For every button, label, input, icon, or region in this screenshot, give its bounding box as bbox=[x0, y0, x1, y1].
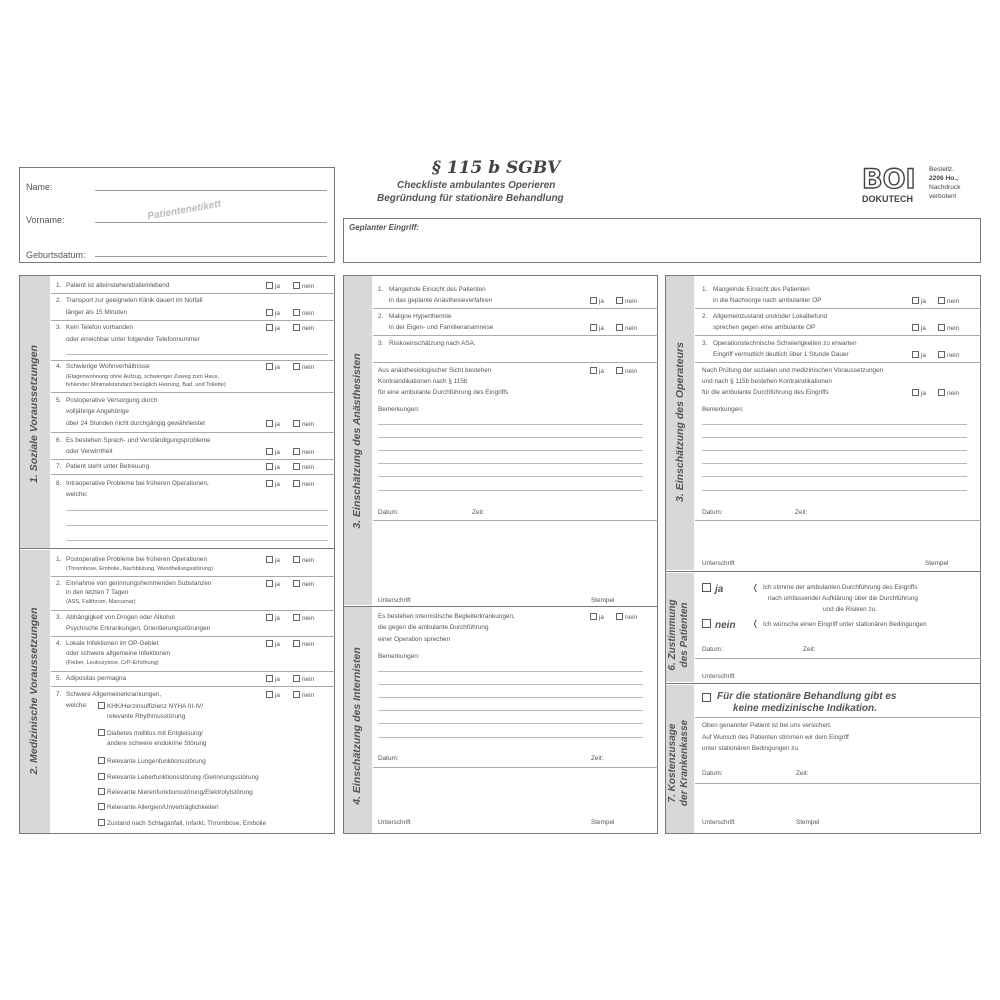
s2-sep bbox=[51, 610, 335, 611]
s3-sep bbox=[373, 362, 658, 363]
s3b-write-line bbox=[702, 490, 967, 491]
s4-stempel: Stempel bbox=[591, 819, 615, 826]
sec7-label-2: der Krankenkasse bbox=[679, 719, 690, 807]
eingriff-box bbox=[343, 218, 981, 263]
sec6-ja-checkbox[interactable] bbox=[702, 583, 711, 592]
s3-zeit: Zeit: bbox=[472, 509, 485, 516]
s1-i2-ja[interactable]: ja bbox=[266, 309, 280, 317]
s2-i1b: (Thrombose, Embolie, Nachblutung, Wundheilungsstörung) bbox=[66, 566, 213, 572]
s1-num: 7. bbox=[56, 463, 62, 470]
sec3b-sec6-divider bbox=[665, 571, 981, 572]
sec7-t1: Oben genannter Patient ist bei uns versichert. bbox=[702, 722, 832, 729]
s2-i4b: oder schwere allgemeine Infektionen bbox=[66, 650, 171, 657]
s2-i5: Adipositas permagna bbox=[66, 675, 127, 682]
s3-write-line bbox=[378, 490, 643, 491]
dokutech-name: DOKUTECH bbox=[862, 194, 913, 204]
s3-write-line bbox=[378, 463, 643, 464]
s3b-i1b: in die Nachsorge nach ambulanter OP bbox=[713, 297, 822, 304]
s3b-stempel: Stempel bbox=[925, 560, 949, 567]
s1-sep bbox=[51, 459, 335, 460]
s2-i2c: (ASS, Falithrom, Marcumar) bbox=[66, 599, 136, 605]
s1-i4c: fehlender Minimalstandard bezüglich Heizung, Bad, und Toilette) bbox=[66, 382, 226, 388]
s2-num: 7. bbox=[56, 691, 62, 698]
sec6-ja-option[interactable]: ja bbox=[702, 583, 723, 595]
s3b-write-line bbox=[702, 424, 967, 425]
s4-write-line bbox=[378, 697, 643, 698]
s2-i2-ja[interactable]: ja bbox=[266, 580, 280, 588]
s1-i6b: oder Verwirrtheit bbox=[66, 448, 113, 455]
s3b-sep bbox=[695, 362, 981, 363]
s1-i3b: oder erreichbar unter folgender Telefonnummer bbox=[66, 336, 200, 343]
sec2-label: 2. Medizinische Voraussetzungen bbox=[28, 607, 40, 775]
s3-unterschrift: Unterschrift bbox=[378, 597, 411, 604]
sec7-head-2: keine medizinische Indikation. bbox=[733, 703, 877, 714]
s1-i1-ja[interactable]: ja bbox=[266, 282, 280, 290]
s3b-i1a: Mangelnde Einsicht des Patienten bbox=[713, 286, 810, 293]
s1-sep bbox=[51, 392, 335, 393]
s3-num: 3. bbox=[378, 340, 384, 347]
s1-i1-nein[interactable]: nein bbox=[293, 282, 314, 290]
sec3-label: 3. Einschätzung des Anästhesisten bbox=[351, 353, 363, 529]
s3b-i1-ja[interactable]: ja bbox=[912, 297, 926, 305]
s1-sep bbox=[51, 293, 335, 294]
s2-i3b: Psychische Erkrankungen, Orientierungsstörungen bbox=[66, 625, 211, 632]
s4-sep bbox=[373, 767, 658, 768]
s2-i3-nein[interactable]: nein bbox=[293, 614, 314, 622]
column-2 bbox=[343, 275, 658, 834]
s3b-unterschrift: Unterschrift bbox=[702, 560, 735, 567]
form-subtitle-1: Checkliste ambulantes Operieren bbox=[397, 180, 556, 191]
s1-i3-nein[interactable]: nein bbox=[293, 324, 314, 332]
s4-write-line bbox=[378, 684, 643, 685]
s3b-i4a: Nach Prüfung der sozialen und medizinischen Voraussetzungen bbox=[702, 367, 884, 374]
s3-i4-ja[interactable]: ja bbox=[590, 367, 604, 375]
s3b-zeit: Zeit: bbox=[795, 509, 808, 516]
sec7-datum: Datum: bbox=[702, 770, 723, 777]
s3b-num: 3. bbox=[702, 340, 708, 347]
s4-write-line bbox=[378, 710, 643, 711]
s3-stempel: Stempel bbox=[591, 597, 615, 604]
s1-i3a: Kein Telefon vorhanden bbox=[66, 324, 134, 331]
s1-i5b: volljährige Angehörige bbox=[66, 408, 129, 415]
s2-i6-nein[interactable]: nein bbox=[293, 691, 314, 699]
s3-i1-ja[interactable]: ja bbox=[590, 297, 604, 305]
s1-i8-ja[interactable]: ja bbox=[266, 480, 280, 488]
s2-num: 4. bbox=[56, 640, 62, 647]
s1-i6-ja[interactable]: ja bbox=[266, 448, 280, 456]
s2-sub6-check[interactable]: Relevante Allergien/Unverträglichkeiten bbox=[98, 803, 219, 811]
s3-i1-nein[interactable]: nein bbox=[616, 297, 637, 305]
sec6-t2: Ich wünsche einen Eingriff unter stationären Bedingungen bbox=[763, 621, 927, 628]
s3b-i2a: Allgemeinzustand und/oder Lokalbefund bbox=[713, 313, 828, 320]
s1-i4-nein[interactable]: nein bbox=[293, 363, 314, 371]
s3-i4c: für eine ambulante Durchführung des Eingriffs bbox=[378, 389, 509, 396]
s1-num: 5. bbox=[56, 397, 62, 404]
s2-i4a: Lokale Infektionen im OP-Gebiet bbox=[66, 640, 159, 647]
s2-sep bbox=[51, 686, 335, 687]
s1-i4a: Schwierige Wohnverhältnisse bbox=[66, 363, 150, 370]
geburtsdatum-line bbox=[95, 256, 327, 257]
s2-i2-nein[interactable]: nein bbox=[293, 580, 314, 588]
sec7-t2: Auf Wunsch des Patienten stimmen wir dem Eingriff bbox=[702, 734, 849, 741]
s3-i2a: Maligne Hyperthermie bbox=[389, 313, 452, 320]
s3-sep bbox=[373, 308, 658, 309]
sec6-label bbox=[667, 580, 693, 690]
s1-i7-nein[interactable]: nein bbox=[293, 463, 314, 471]
order-note-1: Bestellz. bbox=[929, 166, 954, 173]
phone-line bbox=[66, 354, 328, 355]
s2-i3-ja[interactable]: ja bbox=[266, 614, 280, 622]
sec6-t1c: und die Risiken zu. bbox=[823, 606, 877, 613]
order-note-2: 2206 Ho., bbox=[929, 175, 958, 182]
s1-i4b: (Etagenwohnung ohne Aufzug, schwieriger Zuweg zum Haus, bbox=[66, 374, 219, 380]
boi-logo bbox=[862, 164, 924, 194]
s3b-num: 2. bbox=[702, 313, 708, 320]
s3b-i2-nein[interactable]: nein bbox=[938, 324, 959, 332]
sec6-unterschrift: Unterschrift bbox=[702, 673, 735, 680]
s2-sep bbox=[51, 636, 335, 637]
boi-logo-text: BOI bbox=[862, 164, 916, 194]
s1-i5a: Postoperative Versorgung durch bbox=[66, 397, 158, 404]
sec7-label-1: 7. Kostenzusage bbox=[667, 723, 678, 803]
sec6-zeit: Zeit: bbox=[803, 646, 816, 653]
s1-num: 6. bbox=[56, 437, 62, 444]
s3b-i3-ja[interactable]: ja bbox=[912, 351, 926, 359]
s1-i8a: Intraoperative Probleme bei früheren Operationen, bbox=[66, 480, 209, 487]
s3b-i1-nein[interactable]: nein bbox=[938, 297, 959, 305]
boi-logo-mark bbox=[862, 164, 924, 194]
s3b-sep bbox=[695, 308, 981, 309]
s3b-i3-nein[interactable]: nein bbox=[938, 351, 959, 359]
s3-bemerkungen: Bemerkungen: bbox=[378, 406, 420, 413]
s3b-i3b: Eingriff vermutlich deutlich über 1 Stunde Dauer bbox=[713, 351, 849, 358]
s3-i4-nein[interactable]: nein bbox=[616, 367, 637, 375]
s1-i5c: über 24 Stunden nicht durchgängig gewährleistet bbox=[66, 420, 205, 427]
s2-i4-ja[interactable]: ja bbox=[266, 640, 280, 648]
s1-num: 3. bbox=[56, 324, 62, 331]
s1-i7-ja[interactable]: ja bbox=[266, 463, 280, 471]
order-note-4: verboten! bbox=[929, 193, 957, 200]
s3-num: 2. bbox=[378, 313, 384, 320]
s1-sep bbox=[51, 474, 335, 475]
sec7-t3: unter stationären Bedingungen zu. bbox=[702, 745, 800, 752]
s3-write-line bbox=[378, 476, 643, 477]
sec7-sep bbox=[695, 783, 981, 784]
sec6-datum: Datum: bbox=[702, 646, 723, 653]
s2-i1-ja[interactable]: ja bbox=[266, 556, 280, 564]
s2-sub7-check[interactable]: Zustand nach Schlaganfall, Infarkt, Thrombose, Embolie bbox=[98, 819, 266, 827]
s3b-i4-nein[interactable]: nein bbox=[938, 389, 959, 397]
s2-sub5-check[interactable]: Relevante Nierenfunktionsstörung/Elektrolytstörung bbox=[98, 788, 253, 796]
s3b-write-line bbox=[702, 437, 967, 438]
s2-i5-ja[interactable]: ja bbox=[266, 675, 280, 683]
s1-i2-nein[interactable]: nein bbox=[293, 309, 314, 317]
s1-num: 1. bbox=[56, 282, 62, 289]
s3-i1b: in das geplante Anästhesieverfahren bbox=[389, 297, 493, 304]
s2-i6b: welche: bbox=[66, 702, 88, 709]
s3-num: 1. bbox=[378, 286, 384, 293]
s2-num: 1. bbox=[56, 556, 62, 563]
s1-i7: Patient steht unter Betreuung bbox=[66, 463, 150, 470]
sec6-sep bbox=[695, 658, 981, 659]
s2-i5-nein[interactable]: nein bbox=[293, 675, 314, 683]
s1-i5-ja[interactable]: ja bbox=[266, 420, 280, 428]
s3b-i2-ja[interactable]: ja bbox=[912, 324, 926, 332]
s2-num: 3. bbox=[56, 614, 62, 621]
sec6-nein-arrow: ❬ bbox=[752, 619, 759, 628]
s1-sep bbox=[51, 360, 335, 361]
s4-i1-nein[interactable]: nein bbox=[616, 613, 637, 621]
s3b-i4b: und nach § 115b bestehen Kontraindikationen bbox=[702, 378, 832, 385]
s1-i2b: länger als 15 Minuten bbox=[66, 309, 128, 316]
s3b-datum: Datum: bbox=[702, 509, 723, 516]
s2-i1-nein[interactable]: nein bbox=[293, 556, 314, 564]
s3-i4a: Aus anästhesiologischer Sicht bestehen bbox=[378, 367, 492, 374]
sec4-label: 4. Einschätzung des Internisten bbox=[351, 647, 363, 805]
s4-write-line bbox=[378, 737, 643, 738]
sec3b-label: 3. Einschätzung des Operateurs bbox=[674, 342, 686, 502]
s1-i8-nein[interactable]: nein bbox=[293, 480, 314, 488]
s2-sub1-check[interactable]: KHK/Herzinsuffizienz NYHA III-IV/ bbox=[98, 702, 203, 710]
s3-datum: Datum: bbox=[378, 509, 399, 516]
s1-write-line bbox=[66, 510, 328, 511]
s3-write-line bbox=[378, 450, 643, 451]
s4-i1-ja[interactable]: ja bbox=[590, 613, 604, 621]
s1-i6a: Es bestehen Sprach- und Verständigungsprobleme bbox=[66, 437, 211, 444]
s1-i2a: Transport zur geeigneten Klinik dauert im Notfall bbox=[66, 297, 203, 304]
sec6-label-1: 6. Zustimmung bbox=[667, 599, 678, 671]
s3-i3: Risikoeinschätzung nach ASA: bbox=[389, 340, 476, 347]
s4-write-line bbox=[378, 723, 643, 724]
s3-sep bbox=[373, 335, 658, 336]
sec3-sec4-divider bbox=[343, 606, 658, 607]
geburtsdatum-label: Geburtsdatum: bbox=[26, 250, 86, 260]
s3-write-line bbox=[378, 424, 643, 425]
s2-num: 2. bbox=[56, 580, 62, 587]
s2-sub1b: relevante Rhythmusstörung bbox=[107, 713, 186, 720]
s2-sub4-check[interactable]: Relevante Leberfunktionsstörung /Gerinnungsstörung bbox=[98, 773, 259, 781]
s3-write-line bbox=[378, 437, 643, 438]
s3b-sep bbox=[695, 335, 981, 336]
s2-i2a: Einnahme von gerinnungshemmenden Substanzen bbox=[66, 580, 212, 587]
sec6-nein-option[interactable]: nein bbox=[702, 619, 736, 631]
s3b-bemerkungen: Bemerkungen: bbox=[702, 406, 744, 413]
form-title: § 115 b SGBV bbox=[432, 158, 561, 178]
sec6-nein-checkbox[interactable] bbox=[702, 619, 711, 628]
sec1-label: 1. Soziale Voraussetzungen bbox=[28, 345, 40, 483]
sec6-t1b: nach umfassender Aufklärung über die Durchführung bbox=[768, 595, 918, 602]
vorname-line bbox=[95, 222, 327, 223]
s1-num: 8. bbox=[56, 480, 62, 487]
s4-write-line bbox=[378, 671, 643, 672]
s4-bemerkungen: Bemerkungen: bbox=[378, 653, 420, 660]
s3b-i4-ja[interactable]: ja bbox=[912, 389, 926, 397]
s3-i2b: in der Eigen- und Familienanamnese bbox=[389, 324, 494, 331]
sec7-stempel: Stempel bbox=[796, 819, 820, 826]
sec7-head-1: Für die stationäre Behandlung gibt es bbox=[717, 691, 897, 702]
s4-zeit: Zeit: bbox=[591, 755, 604, 762]
s2-i6-ja[interactable]: ja bbox=[266, 691, 280, 699]
s2-i4c: (Fieber, Leukozytose, CrP-Erhöhung) bbox=[66, 660, 159, 666]
s1-num: 2. bbox=[56, 297, 62, 304]
name-label: Name: bbox=[26, 182, 53, 192]
s4-unterschrift: Unterschrift bbox=[378, 819, 411, 826]
order-note-3: Nachdruck bbox=[929, 184, 961, 191]
s1-sep bbox=[51, 320, 335, 321]
s2-num: 5. bbox=[56, 675, 62, 682]
s1-write-line bbox=[66, 540, 328, 541]
s3b-sep bbox=[695, 520, 981, 521]
s1-i6-nein[interactable]: nein bbox=[293, 448, 314, 456]
s2-i4-nein[interactable]: nein bbox=[293, 640, 314, 648]
s2-i3a: Abhängigkeit von Drogen oder Alkohol bbox=[66, 614, 175, 621]
vorname-label: Vorname: bbox=[26, 215, 65, 225]
sec7-zeit: Zeit: bbox=[796, 770, 809, 777]
sec7-unterschrift: Unterschrift bbox=[702, 819, 735, 826]
s3b-write-line bbox=[702, 476, 967, 477]
s2-sub3-check[interactable]: Relevante Lungenfunktionsstörung bbox=[98, 757, 206, 765]
name-line bbox=[95, 190, 327, 191]
s1-num: 4. bbox=[56, 363, 62, 370]
s1-i1: Patient ist alleinstehend/alleinlebend bbox=[66, 282, 170, 289]
s1-i3-ja[interactable]: ja bbox=[266, 324, 280, 332]
s3-i1a: Mangelnde Einsicht des Patienten bbox=[389, 286, 486, 293]
s3b-write-line bbox=[702, 450, 967, 451]
patient-label-stamp: Patientenetikett bbox=[146, 198, 222, 223]
s2-sep bbox=[51, 576, 335, 577]
s2-i1a: Postoperative Probleme bei früheren Operationen bbox=[66, 556, 208, 563]
s1-write-line bbox=[66, 525, 328, 526]
sec6-sec7-divider bbox=[665, 683, 981, 684]
s3b-write-line bbox=[702, 463, 967, 464]
s4-datum: Datum: bbox=[378, 755, 399, 762]
sec6-ja-arrow: ❬ bbox=[752, 583, 759, 592]
s2-sub2-check[interactable]: Diabetes mellitus mit Entgleisung/ bbox=[98, 729, 203, 737]
s2-sub2b: andere schwere endokrine Störung bbox=[107, 740, 207, 747]
s3-i2-nein[interactable]: nein bbox=[616, 324, 637, 332]
s3-sep bbox=[373, 520, 658, 521]
eingriff-label: Geplanter Eingriff: bbox=[349, 223, 420, 232]
sec7-label bbox=[667, 693, 693, 833]
column-1 bbox=[19, 275, 335, 834]
sec6-label-2: des Patienten bbox=[679, 602, 690, 668]
sec7-sep bbox=[695, 717, 981, 718]
s4-i1c: einer Operation sprechen bbox=[378, 636, 451, 643]
s3-i2-ja[interactable]: ja bbox=[590, 324, 604, 332]
sec6-t1a: Ich stimme der ambulanten Durchführung des Eingriffs bbox=[763, 584, 918, 591]
s1-i8b: welche: bbox=[66, 491, 88, 498]
s1-sep bbox=[51, 432, 335, 433]
s4-i1b: die gegen die ambulante Durchführung bbox=[378, 624, 489, 631]
s3b-i3a: Operationstechnische Schwierigkeiten zu erwarten bbox=[713, 340, 857, 347]
s3b-i2b: sprechen gegen eine ambulante OP bbox=[713, 324, 816, 331]
s2-i6a: Schwere Allgemeinerkrankungen, bbox=[66, 691, 162, 698]
s1-i4-ja[interactable]: ja bbox=[266, 363, 280, 371]
sec7-checkbox[interactable] bbox=[702, 693, 711, 702]
s4-i1a: Es bestehen internistische Begleiterkrankungen, bbox=[378, 613, 515, 620]
form-subtitle-2: Begründung für stationäre Behandlung bbox=[377, 193, 564, 204]
s2-sep bbox=[51, 671, 335, 672]
s2-i2b: in den letzten 7 Tagen bbox=[66, 589, 129, 596]
s3-i4b: Kontraindikationen nach § 115b bbox=[378, 378, 468, 385]
s3b-num: 1. bbox=[702, 286, 708, 293]
s1-i5-nein[interactable]: nein bbox=[293, 420, 314, 428]
s3b-i4c: für die ambulante Durchführung des Eingriffs bbox=[702, 389, 829, 396]
sec1-sec2-divider bbox=[19, 548, 335, 549]
